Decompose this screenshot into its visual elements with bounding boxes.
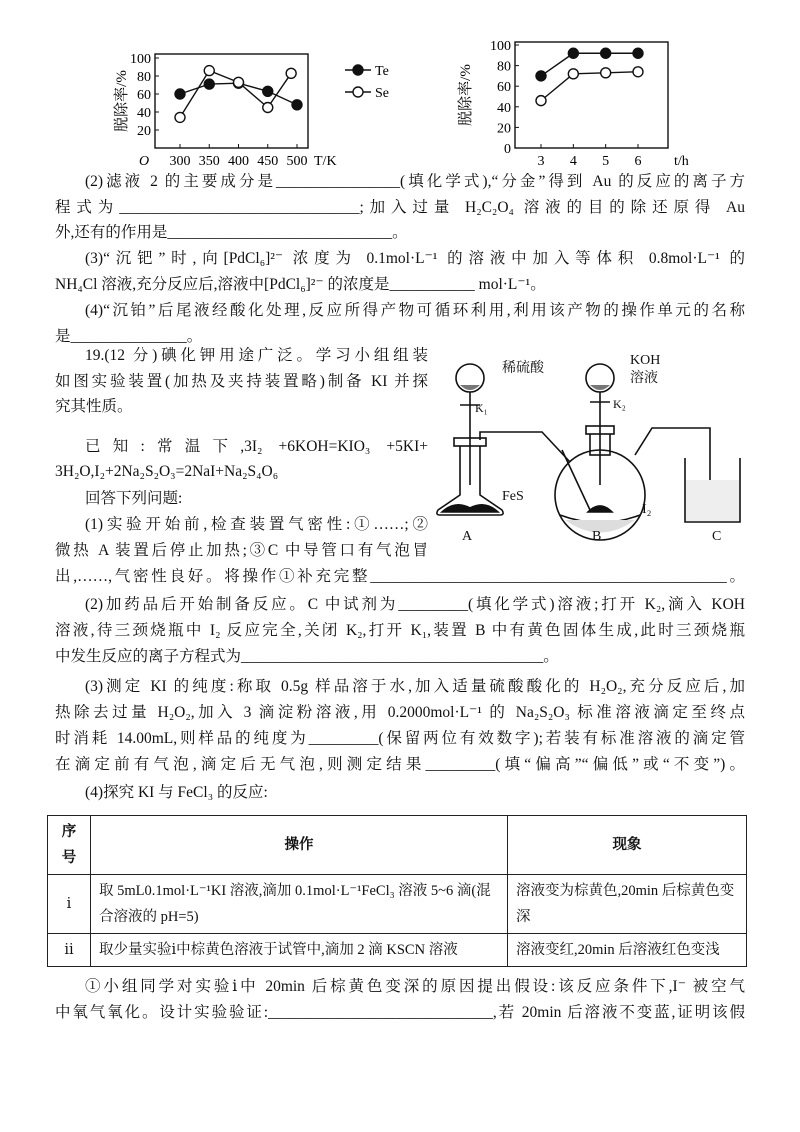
koh-solution-label: 溶液	[630, 371, 658, 386]
q19-1-line1: (1)实验开始前,检查装置气密性:①……;②	[85, 516, 428, 533]
label-a: A	[462, 529, 473, 544]
y-tick-label: 40	[137, 106, 151, 121]
koh-label: KOH	[630, 353, 661, 368]
q18-4-line2: 是_______________。	[55, 328, 203, 345]
q19-3-line3: 时消耗 14.00mL,则样品的纯度为_________(保留两位有效数字);若装有标准溶液的滴定管	[55, 730, 745, 747]
data-point-se	[536, 96, 546, 106]
q19-intro-line2: 如图实验装置(加热及夹持装置略)制备 KI 并探	[55, 373, 428, 390]
data-point-se	[204, 66, 214, 76]
data-point-se	[568, 69, 578, 79]
x-axis-label: T/K	[314, 154, 337, 169]
x-tick-label: 4	[569, 154, 577, 169]
origin-label: O	[139, 154, 150, 169]
q19-known-line1: 已知:常温下,3I₂ +6KOH=KIO₃ +5KI+	[85, 438, 428, 455]
x-axis-label: t/h	[674, 154, 689, 169]
y-tick-label: 80	[137, 70, 151, 85]
data-point-te	[204, 79, 214, 89]
y-tick-label: 100	[490, 39, 511, 54]
x-tick-label: 3	[537, 154, 545, 169]
q19-1-line2: 微热 A 装置后停止加热;③C 中导管口有气泡冒	[55, 542, 428, 559]
q19-intro-line1: 19.(12 分)碘化钾用途广泛。学习小组组装	[85, 347, 428, 364]
k2-label: K₂	[613, 397, 626, 411]
x-tick-label: 400	[228, 154, 249, 169]
dilute-sulfuric-acid-label: 稀硫酸	[502, 361, 544, 376]
x-tick-label: 450	[257, 154, 279, 169]
q19-known-line2: 3H₂O,I₂+2Na₂S₂O₃=2NaI+Na₂S₄O₆	[55, 463, 279, 480]
q19-answer-prompt: 回答下列问题:	[85, 490, 183, 507]
y-axis-label: 脱除率/%	[458, 64, 474, 126]
data-point-se	[234, 77, 244, 87]
q19-1-line3: 出,……,气密性良好。将操作①补充完整______________________________________________。	[55, 568, 745, 585]
data-point-se	[175, 112, 185, 122]
label-c: C	[712, 529, 722, 544]
header-no: 序号	[48, 816, 91, 875]
legend-label: Te	[375, 64, 389, 79]
k1-label: K₁	[475, 401, 488, 415]
data-point-se	[633, 67, 643, 77]
x-tick-label: 5	[602, 154, 610, 169]
x-tick-label: 6	[634, 154, 642, 169]
data-point-se	[263, 103, 273, 113]
y-tick-label: 80	[497, 59, 511, 75]
x-tick-label: 300	[169, 154, 191, 169]
y-tick-label: 20	[137, 124, 151, 139]
data-point-te	[633, 48, 643, 58]
x-tick-label: 350	[198, 154, 220, 169]
label-b: B	[592, 529, 602, 544]
legend-marker	[353, 65, 363, 75]
q18-4-line1: (4)“沉铂”后尾液经酸化处理,反应所得产物可循环利用,利用该产物的操作单元的名称	[85, 302, 745, 319]
plot-frame	[515, 42, 668, 148]
table-row	[48, 934, 747, 967]
y-tick-label: 0	[504, 142, 511, 157]
q19-4-sub1-line2: 中氧气氧化。设计实验验证:_____________________________,若 20min 后溶液不变蓝,证明该假	[55, 1004, 745, 1021]
y-tick-label: 60	[497, 80, 511, 96]
data-point-se	[601, 68, 611, 78]
data-point-te	[601, 48, 611, 58]
y-tick-label: 60	[137, 88, 151, 103]
experiment-table	[47, 815, 747, 967]
row-phenomenon: 溶液变为棕黄色,20min 后棕黄色变深	[508, 875, 747, 934]
row-operation: 取少量实验ⅰ中棕黄色溶液于试管中,滴加 2 滴 KSCN 溶液	[91, 934, 508, 967]
q19-4-line1: (4)探究 KI 与 FeCl₃ 的反应:	[85, 784, 268, 801]
header-operation: 操作	[91, 816, 508, 875]
q19-3-line2: 热除去过量 H₂O₂,加入 3 滴淀粉溶液,用 0.2000mol·L⁻¹ 的 Na₂S₂O₃ 标准溶液滴定至终点	[55, 704, 745, 721]
q19-3-line4: 在滴定前有气泡,滴定后无气泡,则测定结果_________(填“偏高”“偏低”或“不变”)。	[55, 756, 745, 773]
y-tick-label: 100	[130, 52, 151, 67]
fes-label: FeS	[502, 489, 524, 504]
data-point-te	[263, 86, 273, 96]
legend-marker	[353, 87, 363, 97]
beaker-c	[685, 458, 740, 522]
header-phenomenon: 现象	[508, 816, 747, 875]
table-row	[48, 875, 747, 934]
i2-label: I₂	[642, 502, 652, 517]
q18-3-line2: NH₄Cl 溶液,充分反应后,溶液中[PdCl₆]²⁻ 的浓度是___________ mol·L⁻¹。	[55, 276, 546, 293]
apparatus-diagram	[430, 350, 760, 550]
plot-frame	[155, 54, 308, 148]
q18-2-line3: 外,还有的作用是_____________________________。	[55, 224, 408, 241]
row-no: ⅱ	[48, 934, 91, 967]
legend-label: Se	[375, 86, 389, 101]
q19-2-line2: 溶液,待三颈烧瓶中 I₂ 反应完全,关闭 K₂,打开 K₁,装置 B 中有黄色固体生成,此时三颈烧瓶	[55, 622, 745, 639]
q18-2-line1: (2)滤液 2 的主要成分是________________(填化学式),“分金”得到 Au 的反应的离子方	[85, 173, 745, 190]
q19-intro-line3: 究其性质。	[55, 398, 133, 415]
q18-3-line1: (3)“沉钯”时,向[PdCl₆]²⁻ 浓度为 0.1mol·L⁻¹ 的溶液中加入等体积 0.8mol·L⁻¹ 的	[85, 250, 745, 267]
data-point-te	[536, 71, 546, 81]
data-point-te	[292, 100, 302, 110]
x-tick-label: 500	[286, 154, 308, 169]
q19-3-line1: (3)测定 KI 的纯度:称取 0.5g 样品溶于水,加入适量硫酸酸化的 H₂O₂,充分反应后,加	[85, 678, 745, 695]
row-no: ⅰ	[48, 875, 91, 934]
chart-temperature	[110, 40, 410, 170]
y-axis-label: 脱除率/%	[114, 70, 130, 132]
q19-2-line1: (2)加药品后开始制备反应。C 中试剂为_________(填化学式)溶液;打开 K₂,滴入 KOH	[85, 596, 745, 613]
row-operation: 取 5mL0.1mol·L⁻¹KI 溶液,滴加 0.1mol·L⁻¹FeCl₃ 溶液 5~6 滴(混合溶液的 pH=5)	[91, 875, 508, 934]
data-point-te	[175, 89, 185, 99]
y-tick-label: 40	[497, 100, 511, 116]
data-point-se	[286, 68, 296, 78]
series-line-se	[541, 72, 638, 101]
data-point-te	[568, 48, 578, 58]
q19-4-sub1-line1: ①小组同学对实验ⅰ中 20min 后棕黄色变深的原因提出假设:该反应条件下,I⁻ 被空气	[85, 978, 745, 995]
row-phenomenon: 溶液变红,20min 后溶液红色变浅	[508, 934, 747, 967]
q19-2-line3: 中发生反应的离子方程式为_______________________________________。	[55, 648, 559, 665]
y-tick-label: 20	[497, 121, 511, 137]
q18-2-line2: 程式为_______________________________;加入过量 H₂C₂O₄ 溶液的目的除还原得 Au	[55, 199, 745, 216]
chart-time	[450, 30, 690, 170]
